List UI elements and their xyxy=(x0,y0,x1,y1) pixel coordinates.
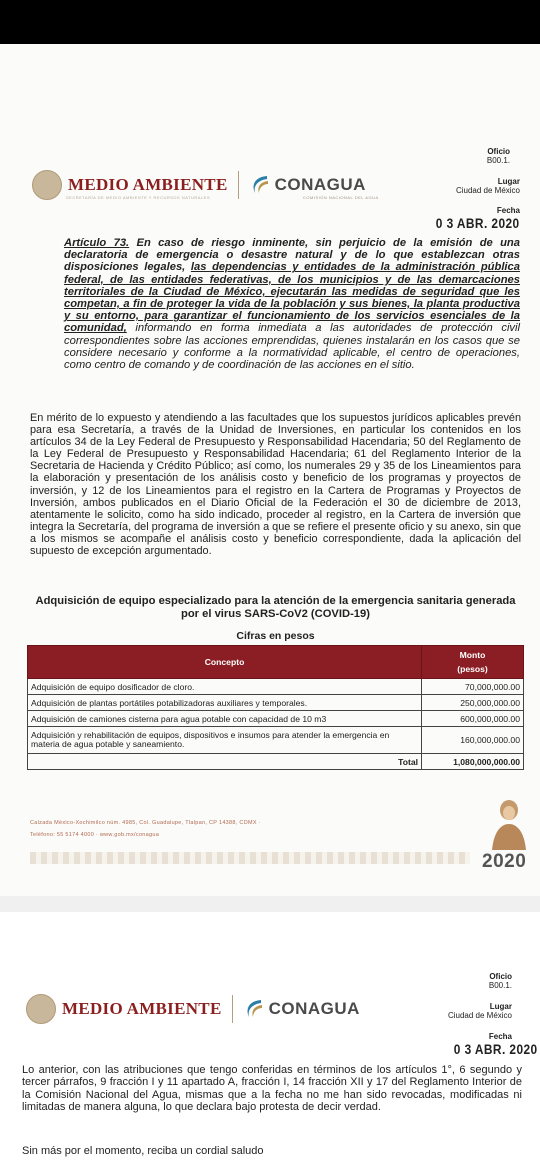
table-header-row xyxy=(28,646,524,679)
lugar-value: Ciudad de México xyxy=(447,1011,512,1020)
row-monto: 70,000,000.00 xyxy=(422,679,524,695)
table-row xyxy=(28,695,524,711)
investment-table xyxy=(27,645,524,770)
leona-vicario-portrait-icon xyxy=(486,796,532,850)
oficio-label: Oficio xyxy=(489,972,512,981)
row-monto: 250,000,000.00 xyxy=(422,695,524,711)
table-row xyxy=(28,727,524,754)
medio-ambiente-logo: MEDIO AMBIENTE xyxy=(68,175,228,194)
oficio-number: B00.1. xyxy=(488,981,512,990)
header-pesos-label: (pesos) xyxy=(457,664,488,674)
oficio-block-page2 xyxy=(489,972,512,990)
header-concepto: Concepto xyxy=(28,646,422,679)
medio-ambiente-logo: MEDIO AMBIENTE xyxy=(62,999,222,1018)
conagua-subtitle: COMISIÓN NACIONAL DEL AGUA xyxy=(303,195,379,200)
lugar-block xyxy=(456,177,520,195)
oficio-number: B00.1. xyxy=(486,156,510,165)
row-concepto: Adquisición de camiones cisterna para agua potable con capacidad de 10 m3 xyxy=(28,711,422,727)
article-underlined: las dependencias y entidades de la administración pública federal, de las entidades federativas, de los municipios y de las demarcaciones territoriales de la Ciudad de México, ejecutarán las medidas de seguridad que les competan, a fin de proteger la vida de la población y sus bienes, la planta productiva y su entorno, para garantizar el funcionamiento de los servicios esenciales de la comunidad, xyxy=(64,261,520,335)
article-bold: En caso de riesgo inminente, sin perjuicio de la emisión de una declaratoria de emergencia o desastre natural y de lo que establezcan otras disposiciones legales, xyxy=(64,237,520,274)
footer-address: Calzada México-Xochimilco núm. 4985, Col. Guadalupe, Tlalpan, CP 14388, CDMX · xyxy=(30,820,261,826)
row-concepto: Adquisición de equipo dosificador de cloro. xyxy=(28,679,422,695)
row-monto: 600,000,000.00 xyxy=(422,711,524,727)
oficio-label: Oficio xyxy=(487,147,510,156)
conagua-logo: CONAGUA xyxy=(268,999,360,1018)
article-lead: Artículo 73. xyxy=(64,237,130,249)
conagua-swirl-icon xyxy=(243,997,265,1021)
mexico-seal-icon xyxy=(32,170,62,200)
footer-year: 2020 xyxy=(482,851,527,872)
header-monto xyxy=(422,646,524,679)
conagua-swirl-icon xyxy=(249,173,271,197)
fecha-block-page2 xyxy=(439,1032,538,1057)
conagua-logo: CONAGUA xyxy=(274,175,366,194)
row-concepto: Adquisición y rehabilitación de equipos, dispositivos e insumos para atender la emergencia en materia de agua potable y saneamiento. xyxy=(28,727,422,754)
fecha-label: Fecha xyxy=(488,1032,512,1041)
lugar-label: Lugar xyxy=(497,177,520,186)
body-paragraph: En mérito de lo expuesto y atendiendo a las facultades que los supuestos jurídicos aplicables prevén para esa Secretaría, a través de la Unidad de Inversiones, en particular los contenidos en los artículos 34 de la Ley Federal de Presupuesto y Responsabilidad Hacendaria; 50 del Reglamento de la Ley Federal de Presupuesto y Responsabilidad Hacendaria; 61 del Reglamento Interior de la Secretaria de Hacienda y Crédito Público; así como, los numerales 29 y 35 de los Lineamientos para la elaboración y presentación de los análisis costo y beneficio de los programas y proyectos de inversión, y 12 de los Lineamientos para el registro en la Cartera de Programas y Proyectos de Inversión, ambos publicados en el Diario Oficial de la Federación el 30 de diciembre de 2013, atentamente le solicito, como ha sido indicado, proceder al registro, en la Cartera de inversión que integra la Secretaría, del programa de inversión a que se refiere el presente oficio y su anexo, sin que a los mismos se acompañe el análisis costo y beneficio correspondiente, dada la aplicación del supuesto de excepción argumentado. xyxy=(30,412,521,558)
fecha-value: 0 3 ABR. 2020 xyxy=(436,215,520,231)
table-subtitle: Cifras en pesos xyxy=(236,630,315,642)
oficio-block xyxy=(487,147,510,165)
row-concepto: Adquisición de plantas portátiles potabilizadoras auxiliares y temporales. xyxy=(28,695,422,711)
closing-salutation: Sin más por el momento, reciba un cordial saludo xyxy=(22,1145,264,1157)
medio-ambiente-subtitle: SECRETARÍA DE MEDIO AMBIENTE Y RECURSOS NATURALES xyxy=(66,195,211,200)
page-gap xyxy=(0,896,540,912)
table-title: Adquisición de equipo especializado para la atención de la emergencia sanitaria generada por el virus SARS-CoV2 (COVID-19) xyxy=(35,595,516,620)
table-row xyxy=(28,711,524,727)
table-total-row xyxy=(28,754,524,770)
mexico-seal-icon xyxy=(26,994,56,1024)
logo-divider xyxy=(232,995,233,1023)
row-monto: 160,000,000.00 xyxy=(422,727,524,754)
closing-paragraph: Lo anterior, con las atribuciones que tengo conferidas en términos de los artículos 1°, 6 segundo y tercer párrafos, 9 fracción I y 11 apartado A, fracción I, 14 fracción XII y 17 del Reglamento Interior de la Comisión Nacional del Agua, mismas que a la fecha no me han sido revocadas, modificadas ni limitadas de manera alguna, lo que declara bajo protesta de decir verdad. xyxy=(22,1064,522,1113)
fecha-label: Fecha xyxy=(496,206,520,215)
lugar-label: Lugar xyxy=(489,1002,512,1011)
header-logos-page2 xyxy=(26,994,360,1024)
total-value: 1,080,000,000.00 xyxy=(422,754,524,770)
article-73-text xyxy=(64,237,520,371)
fecha-block xyxy=(421,206,520,231)
footer-phone: Teléfono: 55 5174 4000 · www.gob.mx/conagua xyxy=(30,832,160,838)
lugar-block-page2 xyxy=(448,1002,512,1020)
top-black-bar xyxy=(0,0,540,44)
lugar-value: Ciudad de México xyxy=(455,186,520,195)
table-row xyxy=(28,679,524,695)
header-monto-label: Monto xyxy=(459,650,486,660)
footer-decorative-stripe xyxy=(30,852,470,864)
fecha-value: 0 3 ABR. 2020 xyxy=(454,1041,538,1057)
total-label: Total xyxy=(28,754,422,770)
article-rest: informando en forma inmediata a las autoridades de protección civil correspondientes sobre las acciones emprendidas, quienes instalarán en los casos que se considere necesario y conforme a la normatividad aplicable, el centro de operaciones, como centro de comando y de coordinación de las acciones en el sitio. xyxy=(64,322,520,372)
logo-divider xyxy=(238,171,239,199)
